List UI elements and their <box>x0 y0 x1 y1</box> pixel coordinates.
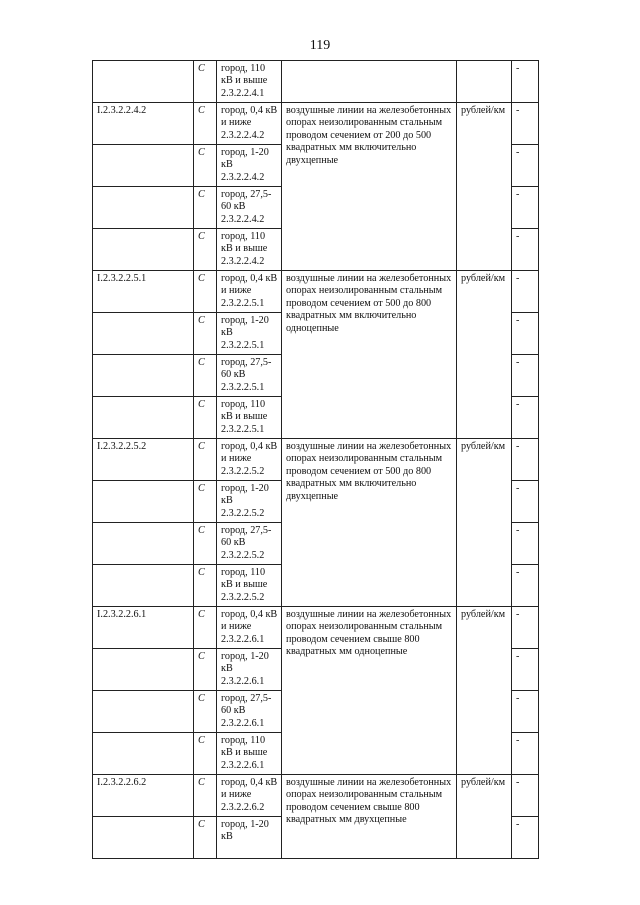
mark-cell: С <box>194 775 217 817</box>
table-row <box>93 271 539 313</box>
code-cell <box>93 397 194 439</box>
description-cell: воздушные линии на железобетонных опорах неизолированным стальным проводом сечением от 200 до 500 квадратных мм включительно двухцепные <box>282 103 457 271</box>
mark-cell: С <box>194 313 217 355</box>
code-cell <box>93 565 194 607</box>
unit-cell: рублей/км <box>457 439 512 607</box>
description-cell: воздушные линии на железобетонных опорах неизолированным стальным проводом сечением свыше 800 квадратных мм двухцепные <box>282 775 457 859</box>
city-cell: город, 1-20 кВ 2.3.2.2.5.2 <box>217 481 282 523</box>
mark-cell: С <box>194 523 217 565</box>
city-cell: город, 110 кВ и выше 2.3.2.2.4.2 <box>217 229 282 271</box>
mark-cell: С <box>194 187 217 229</box>
mark-cell: С <box>194 565 217 607</box>
value-cell: - <box>512 229 539 271</box>
code-cell <box>93 61 194 103</box>
table-row <box>93 103 539 145</box>
mark-cell: С <box>194 229 217 271</box>
city-cell: город, 0,4 кВ и ниже 2.3.2.2.5.2 <box>217 439 282 481</box>
value-cell: - <box>512 397 539 439</box>
value-cell: - <box>512 103 539 145</box>
code-cell: I.2.3.2.2.5.2 <box>93 439 194 481</box>
mark-cell: С <box>194 691 217 733</box>
city-cell: город, 1-20 кВ 2.3.2.2.6.1 <box>217 649 282 691</box>
value-cell: - <box>512 313 539 355</box>
table-row <box>93 61 539 103</box>
value-cell: - <box>512 61 539 103</box>
city-cell: город, 0,4 кВ и ниже 2.3.2.2.5.1 <box>217 271 282 313</box>
city-cell: город, 1-20 кВ <box>217 817 282 859</box>
city-cell: город, 110 кВ и выше 2.3.2.2.5.2 <box>217 565 282 607</box>
mark-cell: С <box>194 733 217 775</box>
table-row <box>93 775 539 817</box>
value-cell: - <box>512 649 539 691</box>
value-cell: - <box>512 355 539 397</box>
value-cell: - <box>512 145 539 187</box>
city-cell: город, 0,4 кВ и ниже 2.3.2.2.6.2 <box>217 775 282 817</box>
table-row <box>93 607 539 649</box>
city-cell: город, 110 кВ и выше 2.3.2.2.4.1 <box>217 61 282 103</box>
city-cell: город, 27,5-60 кВ 2.3.2.2.5.1 <box>217 355 282 397</box>
mark-cell: С <box>194 607 217 649</box>
value-cell: - <box>512 565 539 607</box>
mark-cell: С <box>194 397 217 439</box>
city-cell: город, 27,5-60 кВ 2.3.2.2.5.2 <box>217 523 282 565</box>
code-cell <box>93 145 194 187</box>
city-cell: город, 1-20 кВ 2.3.2.2.5.1 <box>217 313 282 355</box>
description-cell: воздушные линии на железобетонных опорах неизолированным стальным проводом сечением от 500 до 800 квадратных мм включительно одноцепные <box>282 271 457 439</box>
mark-cell: С <box>194 817 217 859</box>
value-cell: - <box>512 607 539 649</box>
unit-cell <box>457 61 512 103</box>
value-cell: - <box>512 187 539 229</box>
code-cell <box>93 649 194 691</box>
unit-cell: рублей/км <box>457 607 512 775</box>
code-cell: I.2.3.2.2.6.2 <box>93 775 194 817</box>
city-cell: город, 110 кВ и выше 2.3.2.2.5.1 <box>217 397 282 439</box>
city-cell: город, 0,4 кВ и ниже 2.3.2.2.6.1 <box>217 607 282 649</box>
mark-cell: С <box>194 145 217 187</box>
tariff-table <box>92 60 539 859</box>
value-cell: - <box>512 775 539 817</box>
mark-cell: С <box>194 103 217 145</box>
code-cell: I.2.3.2.2.4.2 <box>93 103 194 145</box>
code-cell <box>93 691 194 733</box>
value-cell: - <box>512 439 539 481</box>
unit-cell: рублей/км <box>457 775 512 859</box>
tariff-table-body <box>93 61 539 859</box>
value-cell: - <box>512 271 539 313</box>
code-cell <box>93 481 194 523</box>
code-cell <box>93 313 194 355</box>
code-cell: I.2.3.2.2.6.1 <box>93 607 194 649</box>
description-cell: воздушные линии на железобетонных опорах неизолированным стальным проводом сечением от 500 до 800 квадратных мм включительно двухцепные <box>282 439 457 607</box>
value-cell: - <box>512 733 539 775</box>
city-cell: город, 27,5-60 кВ 2.3.2.2.4.2 <box>217 187 282 229</box>
mark-cell: С <box>194 649 217 691</box>
mark-cell: С <box>194 271 217 313</box>
value-cell: - <box>512 691 539 733</box>
mark-cell: С <box>194 439 217 481</box>
city-cell: город, 1-20 кВ 2.3.2.2.4.2 <box>217 145 282 187</box>
description-cell: воздушные линии на железобетонных опорах неизолированным стальным проводом сечением свыше 800 квадратных мм одноцепные <box>282 607 457 775</box>
unit-cell: рублей/км <box>457 271 512 439</box>
value-cell: - <box>512 481 539 523</box>
code-cell <box>93 523 194 565</box>
mark-cell: С <box>194 481 217 523</box>
table-row <box>93 439 539 481</box>
description-cell <box>282 61 457 103</box>
value-cell: - <box>512 523 539 565</box>
code-cell <box>93 733 194 775</box>
city-cell: город, 27,5-60 кВ 2.3.2.2.6.1 <box>217 691 282 733</box>
city-cell: город, 0,4 кВ и ниже 2.3.2.2.4.2 <box>217 103 282 145</box>
mark-cell: С <box>194 355 217 397</box>
city-cell: город, 110 кВ и выше 2.3.2.2.6.1 <box>217 733 282 775</box>
unit-cell: рублей/км <box>457 103 512 271</box>
code-cell <box>93 229 194 271</box>
code-cell <box>93 817 194 859</box>
code-cell: I.2.3.2.2.5.1 <box>93 271 194 313</box>
mark-cell: С <box>194 61 217 103</box>
code-cell <box>93 187 194 229</box>
code-cell <box>93 355 194 397</box>
page-number: 119 <box>309 38 331 53</box>
value-cell: - <box>512 817 539 859</box>
